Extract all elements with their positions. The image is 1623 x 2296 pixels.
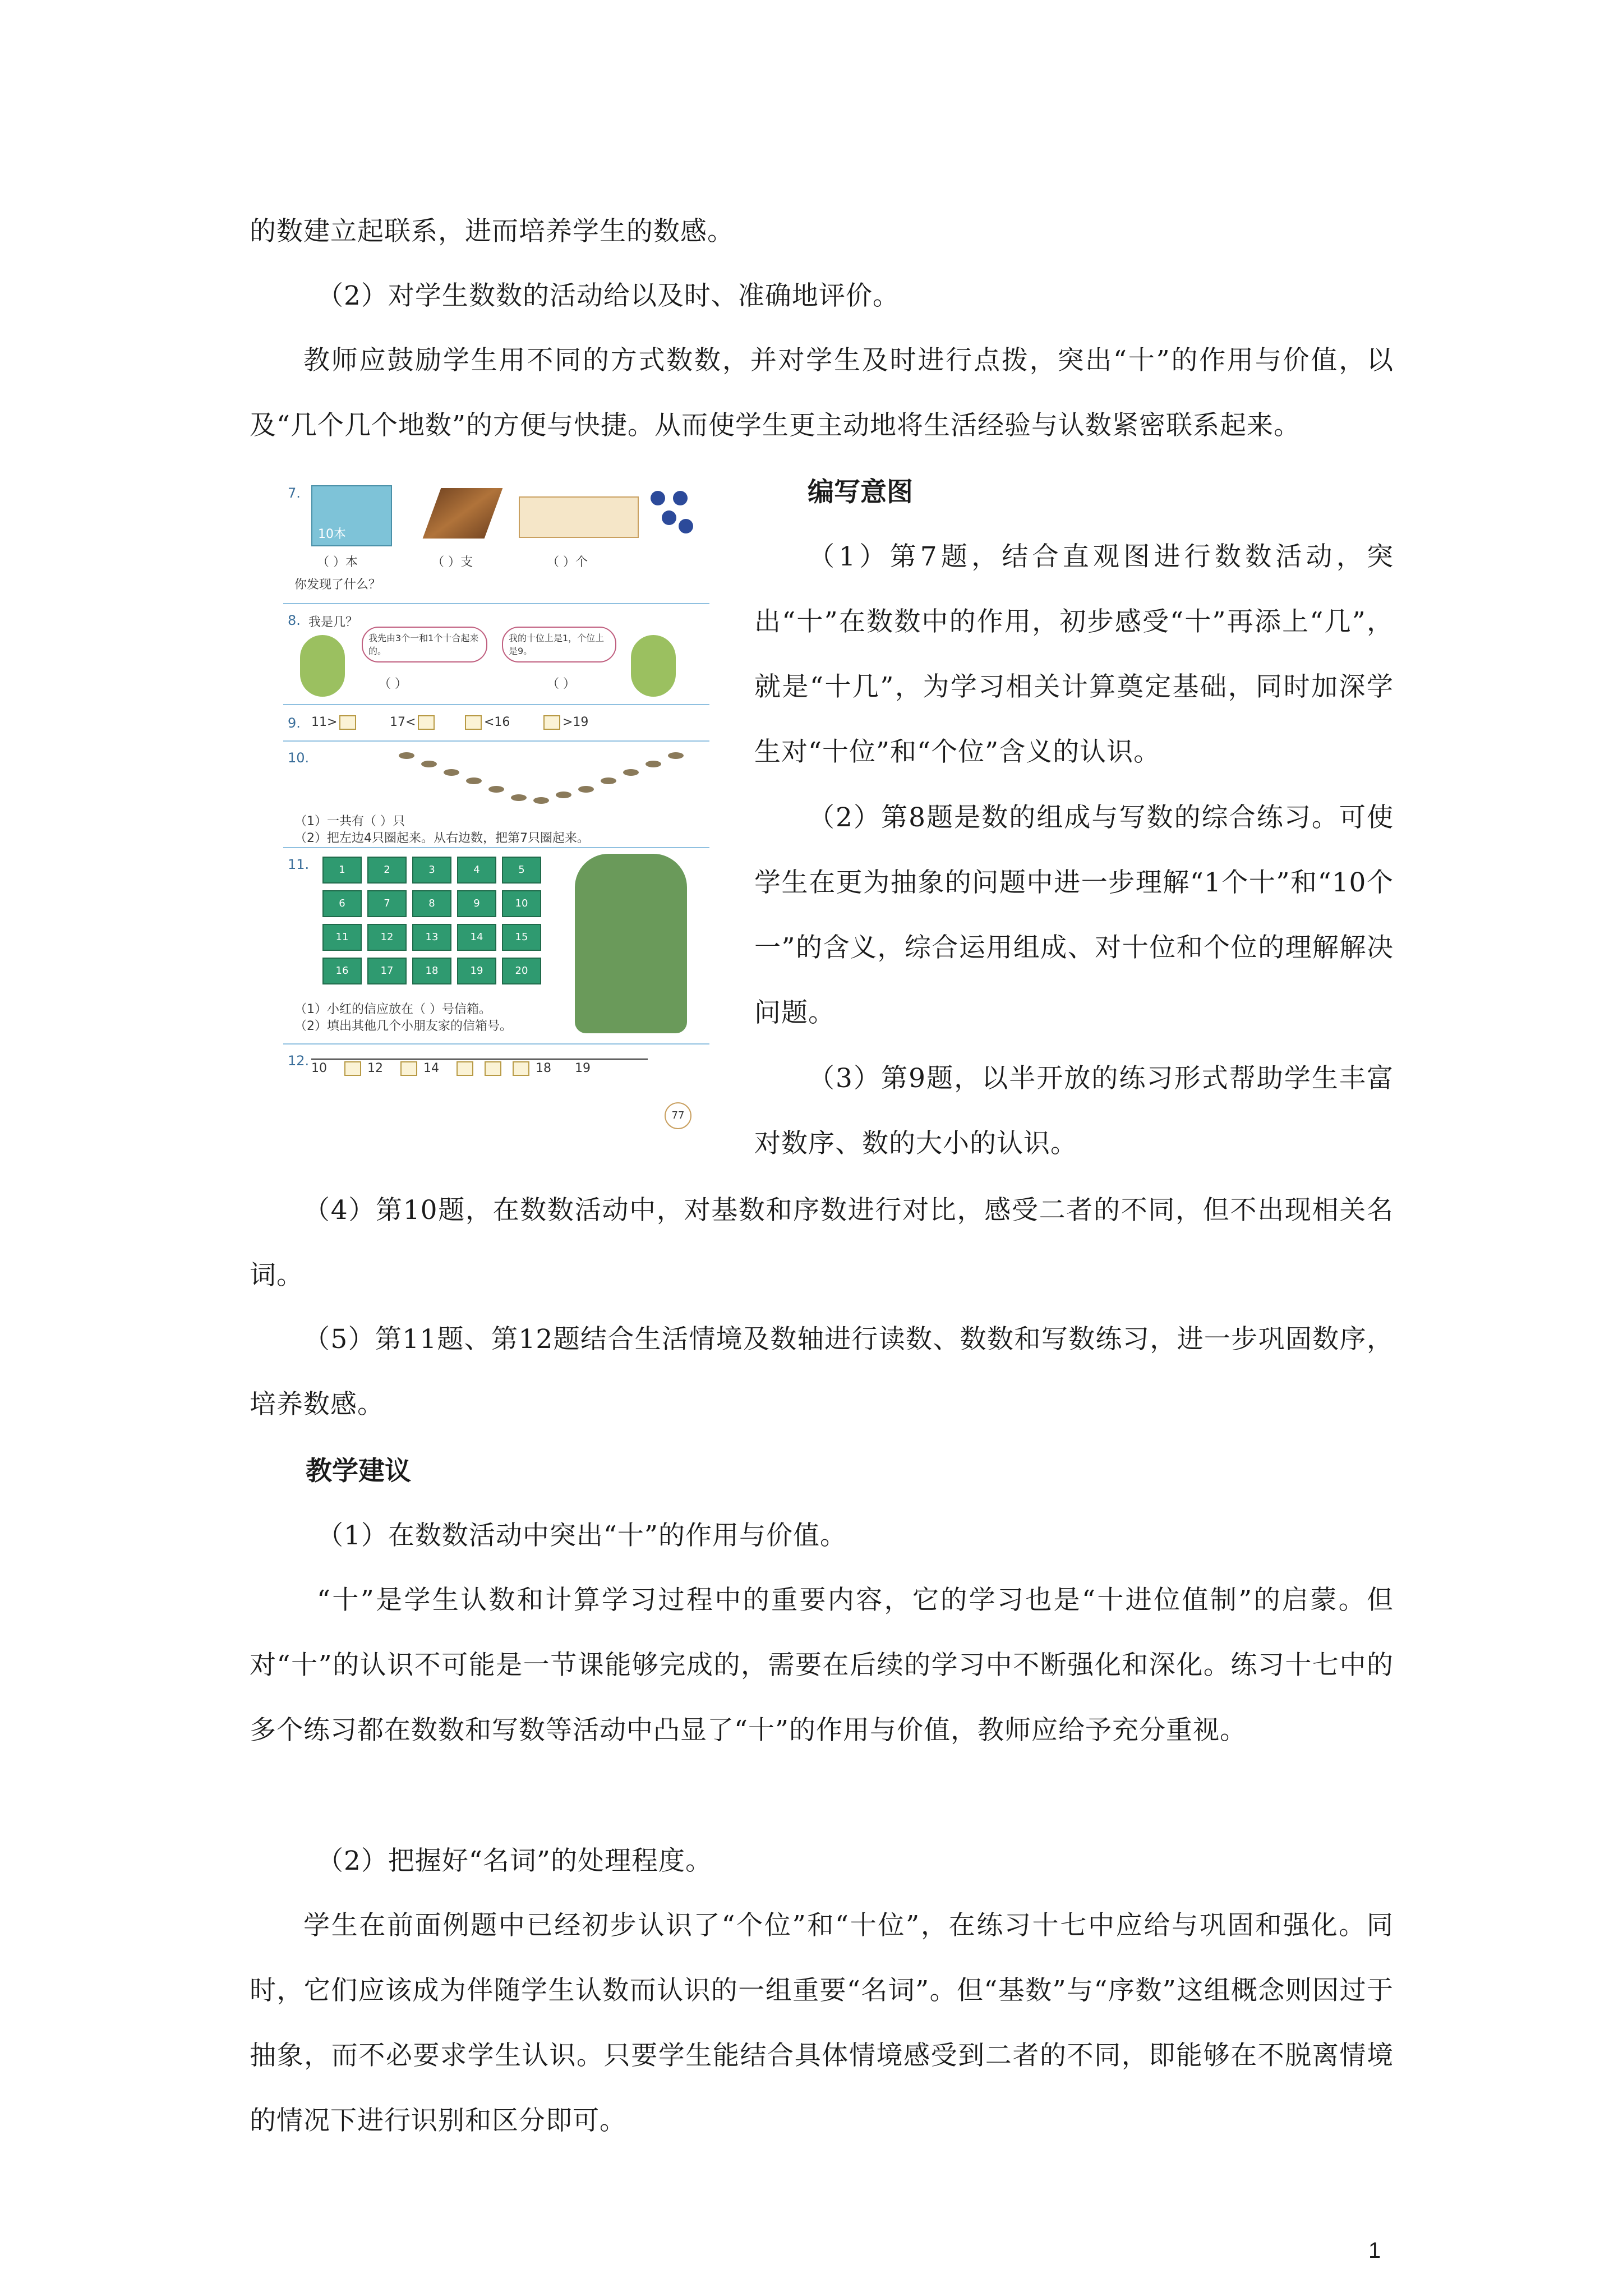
- q10-line-2: （2）把左边4只圈起来。从右边数，把第7只圈起来。: [294, 831, 589, 845]
- cartoon-character-right-icon: [631, 635, 676, 697]
- paragraph-6: （1）在数数活动中突出“十”的作用与价值。: [317, 1520, 847, 1551]
- mailbox-8: 8: [412, 890, 451, 917]
- mailbox-grid: [322, 857, 547, 991]
- mailbox-1: 1: [322, 857, 362, 884]
- mailbox-15: 15: [502, 924, 541, 951]
- mailbox-3: 3: [412, 857, 451, 884]
- q7-number: 7.: [288, 485, 301, 501]
- q7-question: 你发现了什么？: [294, 578, 381, 592]
- q9-item-3: <16: [463, 715, 510, 730]
- paragraph-7: “十”是学生认数和计算学习过程中的重要内容，它的学习也是“十进位值制”的启蒙。但对“十”的认识不可能是一节课能够完成的，需要在后续的学习中不断强化和深化。练习十七中的多个练习都在数数和写数等活动中凸显了“十”的作用与价值，教师应给予充分重视。: [250, 1585, 1394, 1746]
- q11-line-2: （2）填出其他几个小朋友家的信箱号。: [294, 1019, 512, 1033]
- number-line: [311, 1059, 648, 1060]
- mailbox-18: 18: [412, 958, 451, 984]
- paragraph-5: （5）第11题、第12题结合生活情境及数轴进行读数、数数和写数练习，进一步巩固数序，培养数感。: [250, 1324, 1394, 1420]
- q9-item-1: 11>: [311, 715, 358, 730]
- question-8: [283, 603, 709, 705]
- mailbox-6: 6: [322, 890, 362, 917]
- q8-number: 8.: [288, 613, 301, 628]
- paragraph-4: （4）第10题，在数数活动中，对基数和序数进行对比，感受二者的不同，但不出现相关名词。: [250, 1195, 1394, 1291]
- question-9: [283, 704, 709, 742]
- textbook-page-badge: 77: [665, 1102, 691, 1129]
- mailbox-5: 5: [502, 857, 541, 884]
- mailbox-4: 4: [457, 857, 496, 884]
- side-heading: 编写意图: [808, 477, 913, 508]
- mailbox-11: 11: [322, 924, 362, 951]
- q12-tick-10: 10: [311, 1061, 327, 1075]
- q8-answer-right: （ ）: [547, 677, 575, 691]
- bubble-left-text: 我先由3个一和1个十合起来的。: [368, 633, 479, 656]
- balls-icon: [648, 488, 698, 539]
- paragraph-2: （2）对学生数数的活动给以及时、准确地评价。: [317, 280, 900, 311]
- paragraph-1: 的数建立起联系，进而培养学生的数感。: [250, 216, 734, 247]
- q10-number: 10.: [288, 750, 310, 766]
- postman-icon: [575, 854, 687, 1033]
- q12-tick-12: 12: [367, 1061, 383, 1075]
- bubble-right-text: 我的十位上是1，个位上是9。: [509, 633, 605, 656]
- mailbox-20: 20: [502, 958, 541, 984]
- q9-item-2: 17<: [390, 715, 437, 730]
- mailbox-10: 10: [502, 890, 541, 917]
- question-7: [283, 474, 709, 603]
- q7-answer-a: （ ）本: [317, 555, 358, 569]
- mailbox-9: 9: [457, 890, 496, 917]
- q12-tick-14: 14: [423, 1061, 439, 1075]
- q12-number: 12.: [288, 1053, 310, 1069]
- paragraph-8: （2）把握好“名词”的处理程度。: [317, 1846, 712, 1876]
- q8-title: 我是几？: [308, 615, 358, 629]
- question-12: [283, 1043, 709, 1089]
- book-label: 10本: [318, 527, 346, 541]
- paragraph-9: 学生在前面例题中已经初步认识了“个位”和“十位”，在练习十七中应给与巩固和强化。同时，它们应该成为伴随学生认数而认识的一组重要“名词”。但“基数”与“序数”这组概念则因过于抽象，而不必要求学生认识。只要学生能结合具体情境感受到二者的不同，即能够在不脱离情境的情况下进行识别和区分即可。: [250, 1910, 1394, 2136]
- question-10: [283, 740, 709, 848]
- pencil-bundle-icon: [423, 488, 503, 539]
- page-number: 1: [1368, 2238, 1381, 2263]
- q8-answer-left: （ ）: [379, 677, 407, 691]
- mailbox-13: 13: [412, 924, 451, 951]
- q12-tick-19: 19: [575, 1061, 591, 1075]
- q10-line-1: （1）一共有（ ）只: [294, 815, 405, 829]
- book-stack-icon: [311, 485, 392, 546]
- speech-bubble-right: [502, 627, 616, 662]
- speech-bubble-left: [362, 627, 487, 662]
- q9-number: 9.: [288, 715, 301, 731]
- side-paragraph-2: （2）第8题是数的组成与写数的综合练习。可使学生在更为抽象的问题中进一步理解“1个十”和“10个一”的含义，综合运用组成、对十位和个位的理解解决问题。: [754, 802, 1394, 1028]
- mailbox-12: 12: [367, 924, 407, 951]
- side-paragraph-1: （1）第7题，结合直观图进行数数活动，突出“十”在数数中的作用，初步感受“十”再添上“几”，就是“十几”，为学习相关计算奠定基础，同时加深学生对“十位”和“个位”含义的认识。: [754, 541, 1394, 767]
- question-11: [283, 847, 709, 1045]
- q11-number: 11.: [288, 857, 310, 872]
- flying-birds-icon: [395, 747, 687, 809]
- q12-tick-18: 18: [536, 1061, 551, 1075]
- mailbox-19: 19: [457, 958, 496, 984]
- q7-answer-b: （ ）支: [432, 555, 473, 569]
- ball-box-icon: [519, 496, 639, 538]
- mailbox-2: 2: [367, 857, 407, 884]
- mailbox-16: 16: [322, 958, 362, 984]
- q7-answer-c: （ ）个: [547, 555, 588, 569]
- q9-item-4: >19: [541, 715, 588, 730]
- mailbox-7: 7: [367, 890, 407, 917]
- textbook-figure: [283, 474, 709, 1133]
- q11-line-1: （1）小红的信应放在（ ）号信箱。: [294, 1002, 491, 1016]
- section-heading: 教学建议: [306, 1456, 411, 1487]
- mailbox-17: 17: [367, 958, 407, 984]
- side-paragraph-3: （3）第9题，以半开放的练习形式帮助学生丰富对数序、数的大小的认识。: [754, 1063, 1394, 1159]
- mailbox-14: 14: [457, 924, 496, 951]
- paragraph-3: 教师应鼓励学生用不同的方式数数，并对学生及时进行点拨，突出“十”的作用与价值，以及“几个几个地数”的方便与快捷。从而使学生更主动地将生活经验与认数紧密联系起来。: [250, 345, 1394, 441]
- cartoon-character-left-icon: [300, 635, 345, 697]
